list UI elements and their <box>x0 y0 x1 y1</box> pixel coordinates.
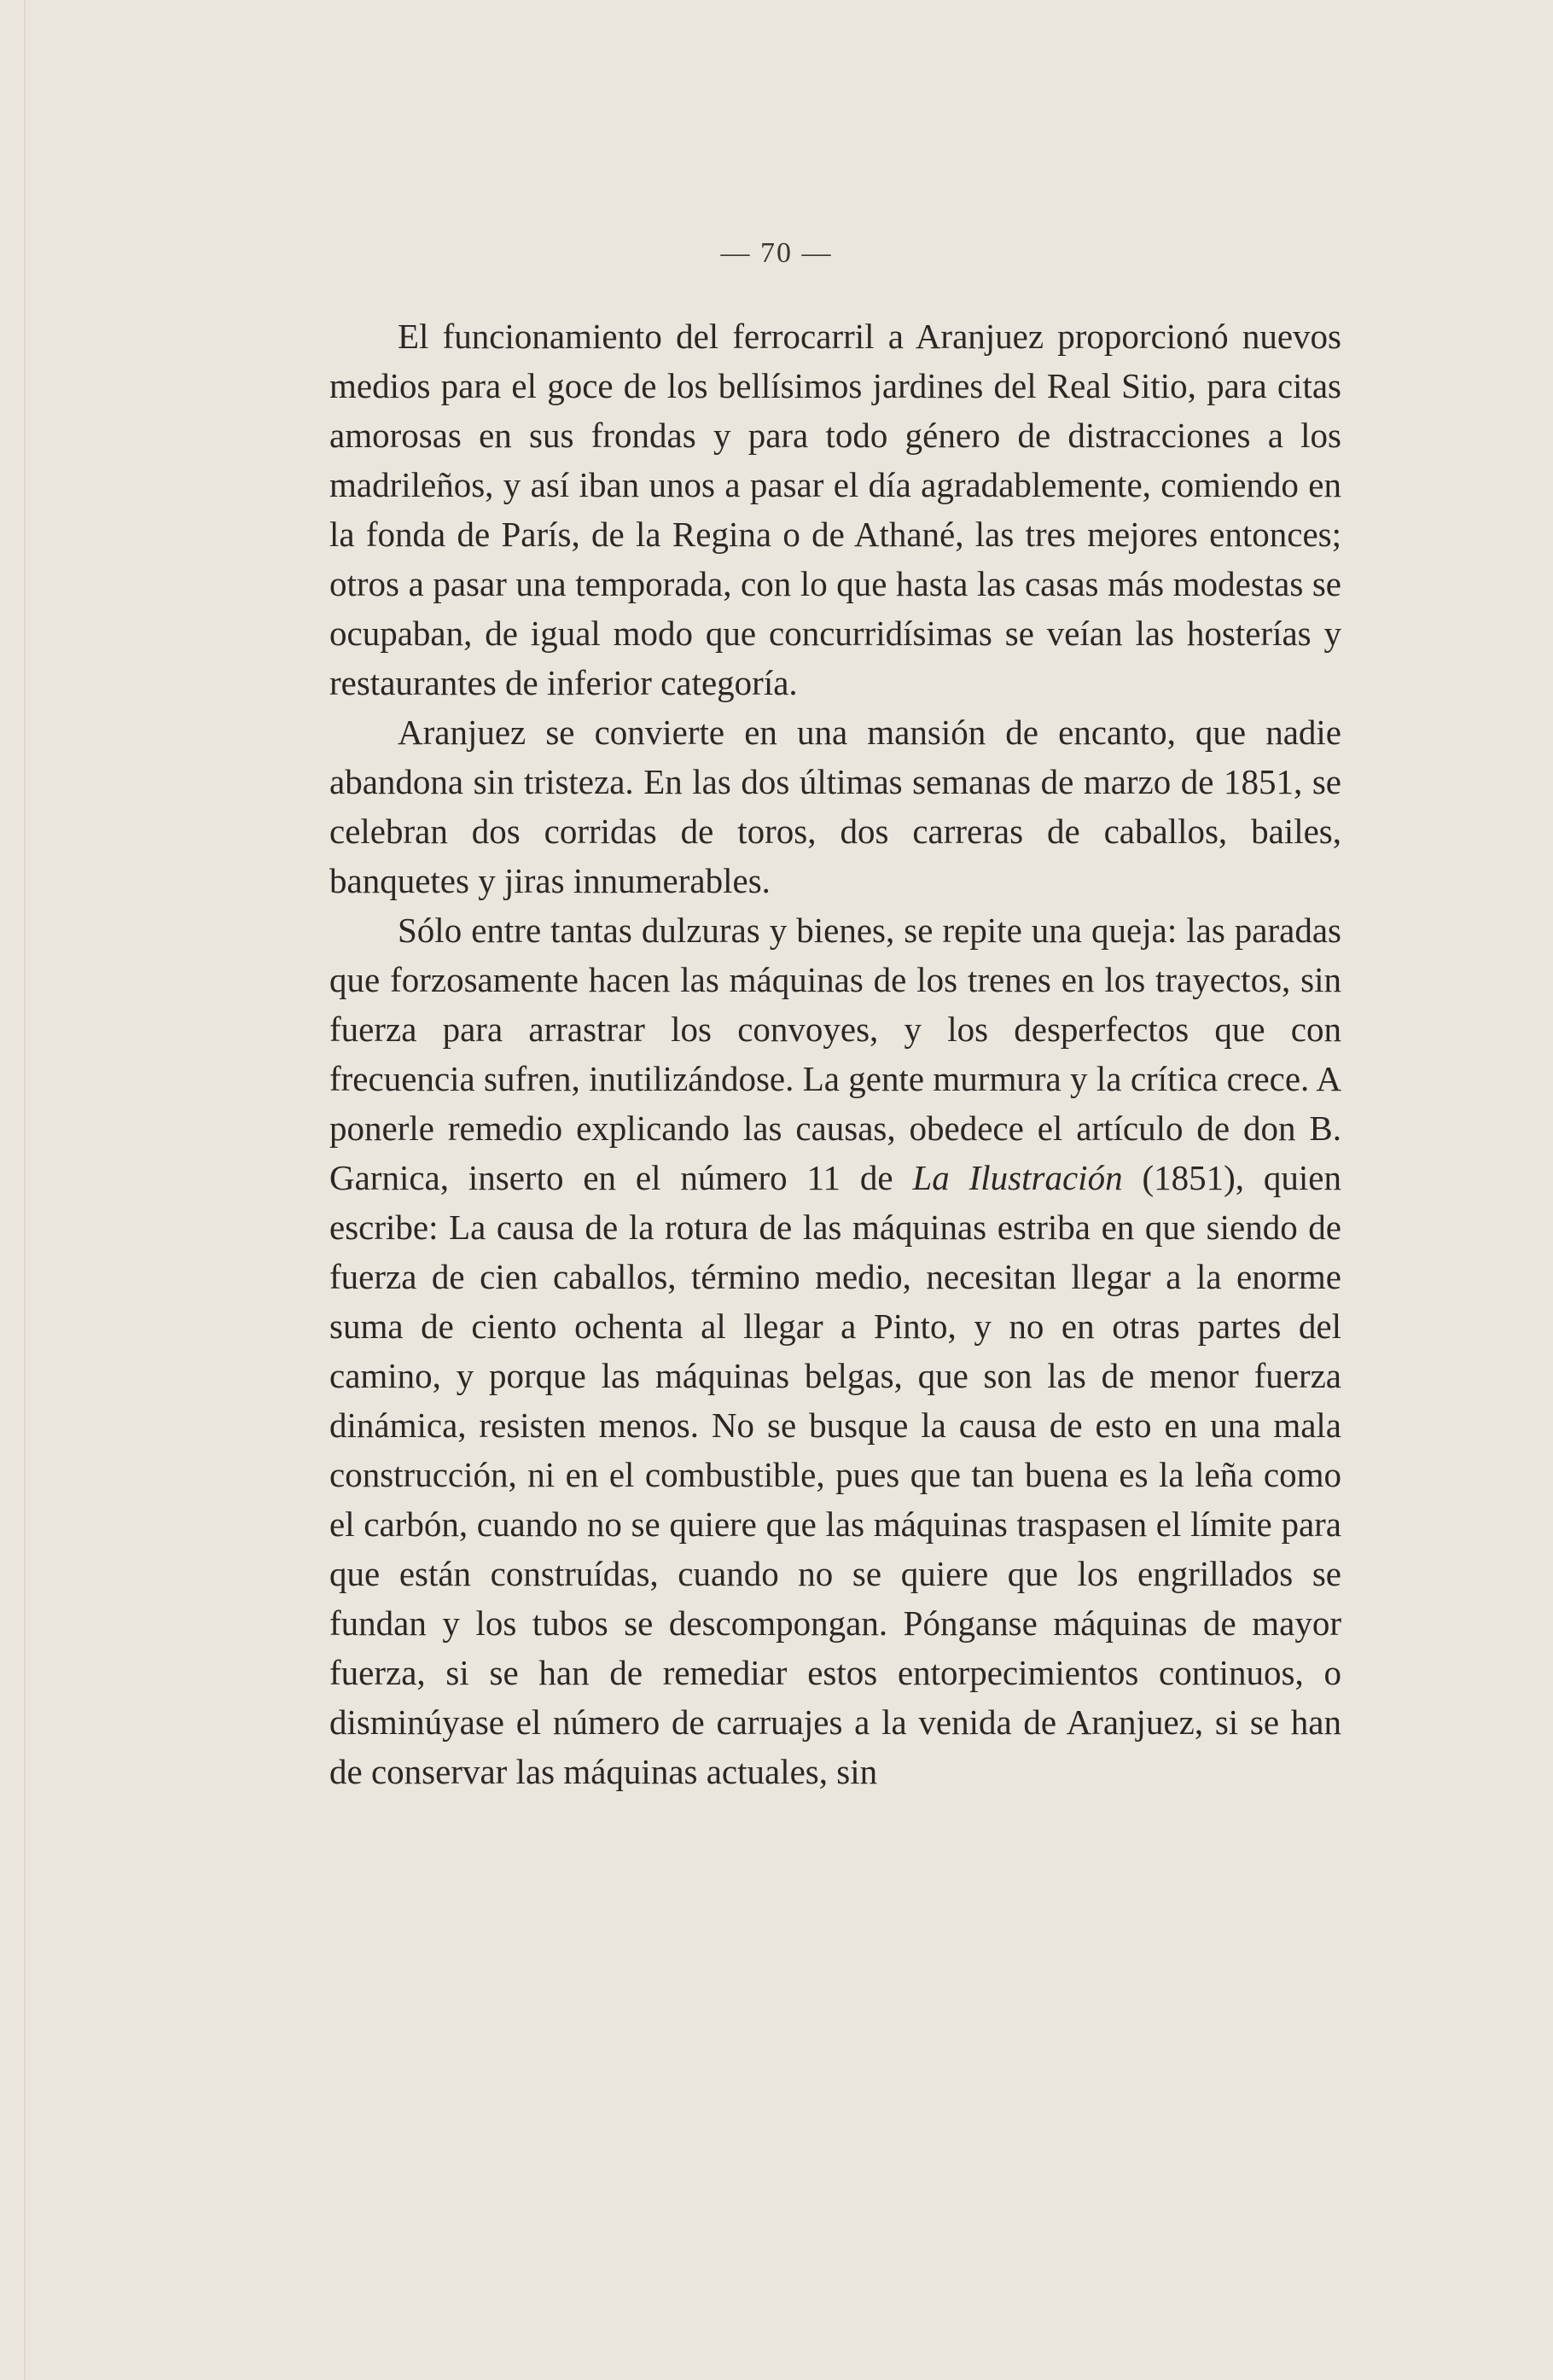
page-number: — 70 — <box>720 237 833 269</box>
paragraph-text-after: (1851), quien escribe: La causa de la rotura de las máquinas estriba en que siendo de fuerza de cien caballos, término medio, necesitan llegar a la enorme suma de ciento ochenta al llegar a Pinto, y no en otras partes del camino, y porque las máquinas belgas, que son las de menor fuerza dinámica, resisten menos. No se busque la causa de esto en una mala construcción, ni en el combustible, pues que tan buena es la leña como el carbón, cuando no se quiere que las máquinas traspasen el límite para que están construídas, cuando no se quiere que los engrillados se fundan y los tubos se descompongan. Pónganse máquinas de mayor fuerza, si se han de remediar estos entorpecimientos continuos, o disminúyase el número de carruajes a la venida de Aranjuez, si se han de conservar las máquinas actuales, sin <box>329 1158 1341 1791</box>
paragraph-queja <box>329 905 1341 1796</box>
paragraph-mansion: Aranjuez se convierte en una mansión de encanto, que nadie abandona sin tristeza. En las dos últimas semanas de marzo de 1851, se celebran dos corridas de toros, dos carreras de caballos, bailes, banquetes y jiras innumerables. <box>329 713 1341 900</box>
paragraph-ferrocarril: El funcionamiento del ferrocarril a Aranjuez proporcionó nuevos medios para el goce de los bellísimos jardines del Real Sitio, para citas amorosas en sus frondas y para todo género de distracciones a los madrileños, y así iban unos a pasar el día agradablemente, comiendo en la fonda de París, de la Regina o de Athané, las tres mejores entonces; otros a pasar una temporada, con lo que hasta las casas más modestas se ocupaban, de igual modo que concurridísimas se veían las hosterías y restaurantes de inferior categoría. <box>329 317 1341 702</box>
page-binding-edge <box>24 0 26 2380</box>
publication-title: La Ilustración <box>912 1158 1123 1197</box>
paragraph-text-before: Sólo entre tantas dulzuras y bienes, se repite una queja: las paradas que forzosamente hacen las máquinas de los trenes en los trayectos, sin fuerza para arrastrar los convoyes, y los desperfectos que con frecuencia sufren, inutilizándose. La gente murmura y la crítica crece. A ponerle remedio explicando las causas, obedece el artículo de don B. Garnica, inserto en el número 11 de <box>329 911 1341 1197</box>
body-text <box>329 311 1341 1796</box>
